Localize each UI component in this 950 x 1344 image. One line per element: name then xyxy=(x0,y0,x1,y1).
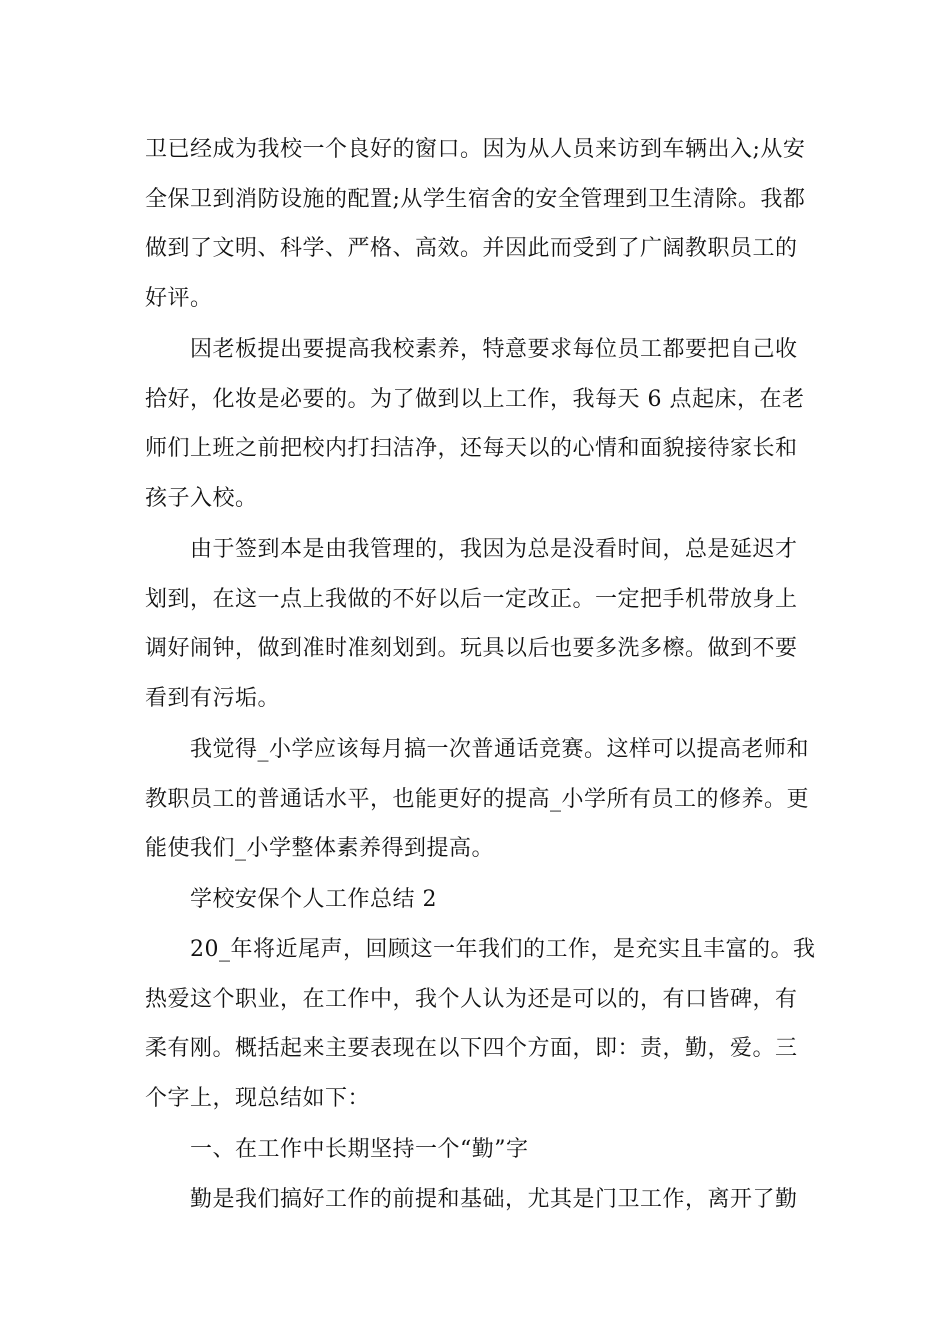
text-line: 看到有污垢。 xyxy=(145,686,281,711)
section-title: 学校安保个人工作总结 2 xyxy=(190,887,437,912)
text-line: 能使我们_小学整体素养得到提高。 xyxy=(145,836,495,861)
text-line: 师们上班之前把校内打扫洁净，还每天以的心情和面貌接待家长和 xyxy=(145,436,798,461)
text-line: 20_年将近尾声，回顾这一年我们的工作，是充实且丰富的。我 xyxy=(190,937,816,962)
text-line: 因老板提出要提高我校素养，特意要求每位员工都要把自己收 xyxy=(190,337,798,362)
text-line: 全保卫到消防设施的配置;从学生宿舍的安全管理到卫生清除。我都 xyxy=(145,187,806,212)
text-line: 调好闹钟，做到准时准刻划到。玩具以后也要多洗多檫。做到不要 xyxy=(145,636,798,661)
section-heading: 一、在工作中长期坚持一个“勤”字 xyxy=(190,1137,529,1162)
text-line: 教职员工的普通话水平，也能更好的提高_小学所有员工的修养。更 xyxy=(145,787,810,812)
text-line: 拾好，化妆是必要的。为了做到以上工作，我每天 6 点起床，在老 xyxy=(145,387,805,412)
text-line: 孩子入校。 xyxy=(145,486,258,511)
text-line: 划到，在这一点上我做的不好以后一定改正。一定把手机带放身上 xyxy=(145,587,798,612)
text-line: 柔有刚。概括起来主要表现在以下四个方面，即：责，勤，爱。三 xyxy=(145,1036,798,1061)
text-line: 做到了文明、科学、严格、高效。并因此而受到了广阔教职员工的 xyxy=(145,236,798,261)
text-line: 个字上，现总结如下： xyxy=(145,1086,371,1111)
text-line: 勤是我们搞好工作的前提和基础，尤其是门卫工作，离开了勤 xyxy=(190,1187,798,1212)
text-line: 由于签到本是由我管理的，我因为总是没看时间，总是延迟才 xyxy=(190,537,798,562)
text-line: 好评。 xyxy=(145,286,213,311)
text-line: 热爱这个职业，在工作中，我个人认为还是可以的，有口皆碑，有 xyxy=(145,987,798,1012)
text-line: 卫已经成为我校一个良好的窗口。因为从人员来访到车辆出入;从安 xyxy=(145,137,806,162)
text-line: 我觉得_小学应该每月搞一次普通话竞赛。这样可以提高老师和 xyxy=(190,737,810,762)
